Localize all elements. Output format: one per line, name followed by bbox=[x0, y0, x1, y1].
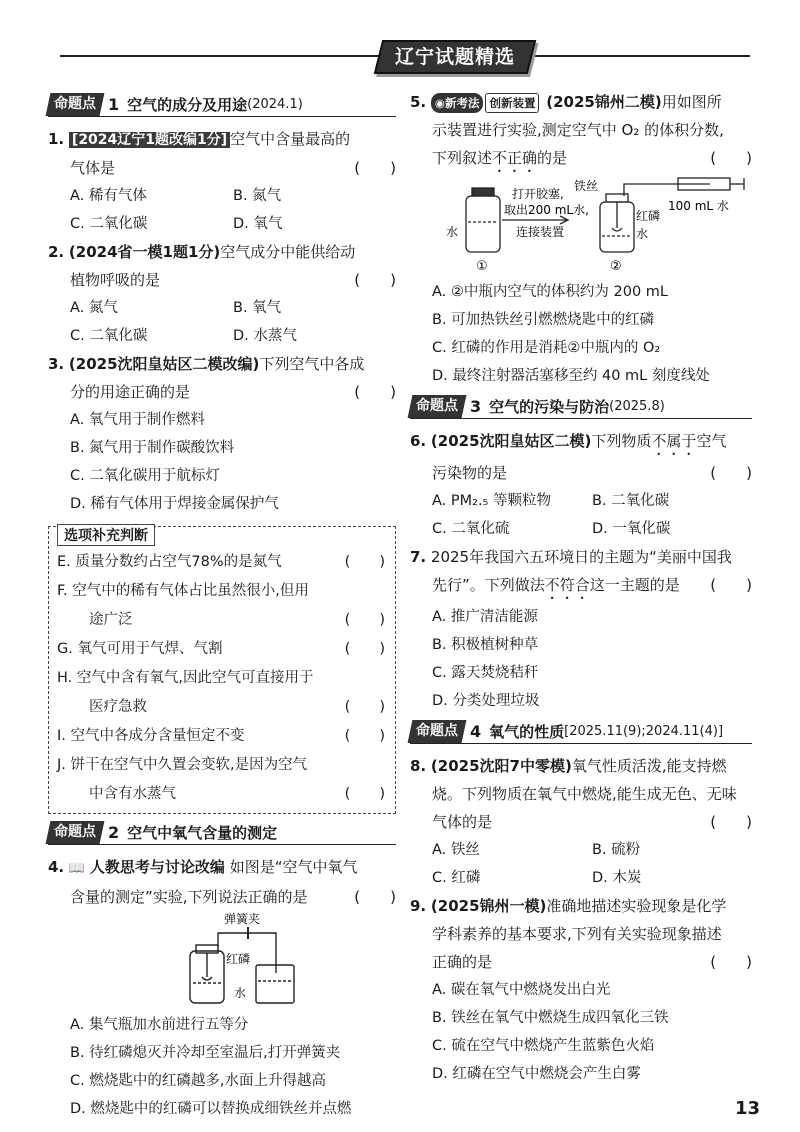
statement-j[interactable]: J. 饼干在空气中久置会变软,是因为空气 中含有水蒸气 ( ) bbox=[57, 757, 385, 802]
label-red-p: 红磷 bbox=[636, 209, 661, 223]
option-b[interactable]: B. 硫粉 bbox=[592, 842, 641, 858]
syringe-apparatus-figure bbox=[410, 176, 752, 278]
option-d[interactable]: D. 氧气 bbox=[233, 216, 283, 232]
option-a[interactable]: A. 推广清洁能源 bbox=[432, 609, 538, 625]
book-icon: 📖 bbox=[68, 861, 86, 876]
bottle-1 bbox=[466, 196, 500, 252]
option-c[interactable]: C. 硫在空气中燃烧产生蓝紫色火焰 bbox=[432, 1038, 655, 1054]
topic-badge: 命题点 bbox=[408, 395, 467, 418]
answer-blank[interactable]: ( ) bbox=[710, 149, 752, 167]
topic-number: 1 bbox=[108, 95, 120, 114]
options-9 bbox=[410, 976, 752, 1088]
label-water-1: 水 bbox=[446, 225, 459, 239]
topic-header-2 bbox=[48, 820, 396, 845]
option-b[interactable]: B. 二氧化碳 bbox=[592, 493, 670, 509]
topic-title: 空气的成分及用途 bbox=[127, 96, 248, 114]
topic-badge: 命题点 bbox=[408, 720, 467, 743]
question-6: 6. (2025沈阳皇姑区二模)下列物质不属于空气 污染物的是 ( ) bbox=[410, 427, 752, 487]
left-column bbox=[48, 88, 396, 1123]
question-7: 7. 2025年我国六五环境日的主题为“美丽中国我 先行”。下列做法不符合这一主题的是 ( ) bbox=[410, 543, 752, 603]
options-1 bbox=[48, 182, 396, 238]
options-3 bbox=[48, 406, 396, 518]
label-water: 水 bbox=[234, 986, 247, 1000]
option-c[interactable]: C. 二氧化碳用于航标灯 bbox=[70, 468, 220, 484]
option-c[interactable]: C. 红磷 bbox=[432, 870, 481, 886]
question-2: 2. (2024省一模1题1分)空气成分中能供给动 植物呼吸的是 ( ) bbox=[48, 238, 396, 294]
innovation-tag: 创新装置 bbox=[485, 93, 539, 113]
topic-badge: 命题点 bbox=[46, 93, 105, 116]
question-1: 1. [2024辽宁1题改编1分] 空气中含量最高的 气体是 ( ) bbox=[48, 125, 396, 182]
banner-tag bbox=[374, 40, 536, 74]
label-clip: 弹簧夹 bbox=[224, 912, 261, 926]
statement-e[interactable]: E. 质量分数约占空气78%的是氮气 ( ) bbox=[57, 554, 385, 570]
label-figure-2: ② bbox=[610, 259, 622, 274]
option-d[interactable]: D. 稀有气体用于焊接金属保护气 bbox=[70, 496, 279, 512]
option-a[interactable]: A. ②中瓶内空气的体积约为 200 mL bbox=[432, 284, 668, 300]
answer-blank[interactable]: ( ) bbox=[710, 813, 752, 831]
answer-blank[interactable]: ( ) bbox=[710, 953, 752, 971]
topic-year: (2025.8) bbox=[609, 399, 665, 414]
option-b[interactable]: B. 可加热铁丝引燃燃烧匙中的红磷 bbox=[432, 312, 655, 328]
question-9: 9. (2025锦州一模)准确地描述实验现象是化学 学科素养的基本要求,下列有关实验现象描述 正确的是 ( ) bbox=[410, 892, 752, 976]
question-3: 3. (2025沈阳皇姑区二模改编)下列空气中各成 分的用途正确的是 ( ) bbox=[48, 350, 396, 406]
right-column bbox=[410, 88, 752, 1088]
options-2 bbox=[48, 294, 396, 350]
answer-blank[interactable]: ( ) bbox=[710, 464, 752, 482]
new-method-tag: ◉新考法 bbox=[431, 93, 484, 113]
topic-title: 空气中氧气含量的测定 bbox=[127, 824, 278, 842]
statement-h[interactable]: H. 空气中含有氧气,因此空气可直接用于 医疗急救 ( ) bbox=[57, 670, 385, 715]
option-b[interactable]: B. 铁丝在氧气中燃烧生成四氧化三铁 bbox=[432, 1010, 669, 1026]
label-water-2: 水 bbox=[636, 227, 649, 241]
topic-header-4 bbox=[410, 719, 752, 744]
supplement-title: 选项补充判断 bbox=[57, 524, 155, 546]
label-step-2: 取出200 mL水, bbox=[504, 203, 589, 217]
option-a[interactable]: A. PM₂.₅ 等颗粒物 bbox=[432, 493, 551, 509]
options-5 bbox=[410, 278, 752, 390]
source-tag: (2025沈阳7中零模) bbox=[430, 757, 572, 775]
option-d[interactable]: D. 红磷在空气中燃烧会产生白雾 bbox=[432, 1066, 641, 1082]
statement-g[interactable]: G. 氧气可用于气焊、气割 ( ) bbox=[57, 641, 385, 657]
topic-year: (2024.1) bbox=[247, 97, 303, 112]
label-figure-1: ① bbox=[476, 259, 488, 274]
answer-blank[interactable]: ( ) bbox=[354, 888, 396, 906]
topic-header-3 bbox=[410, 394, 752, 419]
question-5: 5. ◉新考法 创新装置 (2025锦州二模)用如图所 示装置进行实验,测定空气中 O₂ 的体积分数, 下列叙述不正确的是 ( ) bbox=[410, 88, 752, 176]
option-b[interactable]: B. 氧气 bbox=[233, 300, 282, 316]
answer-blank[interactable]: ( ) bbox=[710, 576, 752, 594]
topic-number: 3 bbox=[470, 397, 482, 416]
source-tag: (2025锦州一模) bbox=[430, 897, 547, 915]
label-red-p: 红磷 bbox=[226, 952, 251, 966]
option-a[interactable]: A. 铁丝 bbox=[432, 842, 480, 858]
option-b[interactable]: B. 氮气 bbox=[233, 188, 282, 204]
statement-f[interactable]: F. 空气中的稀有气体占比虽然很小,但用 途广泛 ( ) bbox=[57, 583, 385, 628]
source-tag: (2025沈阳皇姑区二模改编) bbox=[68, 355, 260, 373]
topic-number: 4 bbox=[470, 722, 482, 741]
question-8: 8. (2025沈阳7中零模)氧气性质活泼,能支持燃 烧。下列物质在氧气中燃烧,能生成无色、无味 气体的是 ( ) bbox=[410, 752, 752, 836]
label-iron-wire: 铁丝 bbox=[574, 179, 599, 193]
answer-blank[interactable]: ( ) bbox=[354, 383, 396, 401]
option-d[interactable]: D. 燃烧匙中的红磷可以替换成细铁丝并点燃 bbox=[70, 1101, 352, 1117]
label-step-1: 打开胶塞, bbox=[512, 187, 564, 201]
topic-title: 空气的污染与防治 bbox=[489, 398, 610, 416]
option-c[interactable]: C. 露天焚烧秸秆 bbox=[432, 665, 539, 681]
topic-number: 2 bbox=[108, 823, 120, 842]
source-tag: 人教思考与讨论改编 bbox=[89, 858, 225, 876]
section-banner bbox=[60, 38, 750, 72]
option-c[interactable]: C. 二氧化碳 bbox=[70, 216, 148, 232]
options-4 bbox=[48, 1011, 396, 1123]
option-c[interactable]: C. 燃烧匙中的红磷越多,水面上升得越高 bbox=[70, 1073, 326, 1089]
options-6 bbox=[410, 487, 752, 543]
options-8 bbox=[410, 836, 752, 892]
bottle-stopper bbox=[196, 945, 218, 953]
source-tag: [2024辽宁1题改编1分] bbox=[69, 132, 230, 148]
option-d[interactable]: D. 一氧化碳 bbox=[592, 521, 671, 537]
option-b[interactable]: B. 待红磷熄灭并冷却至室温后,打开弹簧夹 bbox=[70, 1045, 341, 1061]
page-number: 13 bbox=[734, 1098, 760, 1119]
option-c[interactable]: C. 二氧化硫 bbox=[432, 521, 510, 537]
option-b[interactable]: B. 积极植树种草 bbox=[432, 637, 539, 653]
option-d[interactable]: D. 水蒸气 bbox=[233, 328, 297, 344]
label-syringe: 100 mL 水 bbox=[668, 199, 729, 213]
option-a[interactable]: A. 氧气用于制作燃料 bbox=[70, 412, 205, 428]
option-b[interactable]: B. 氮气用于制作碳酸饮料 bbox=[70, 440, 235, 456]
option-c[interactable]: C. 二氧化碳 bbox=[70, 328, 148, 344]
option-a[interactable]: A. 氮气 bbox=[70, 300, 118, 316]
option-c[interactable]: C. 红磷的作用是消耗②中瓶内的 O₂ bbox=[432, 340, 661, 356]
option-d[interactable]: D. 木炭 bbox=[592, 870, 642, 886]
option-a[interactable]: A. 碳在氧气中燃烧发出白光 bbox=[432, 982, 611, 998]
source-tag: (2025锦州二模) bbox=[546, 93, 662, 111]
topic-badge: 命题点 bbox=[46, 821, 105, 844]
options-7 bbox=[410, 603, 752, 715]
label-step-3: 连接装置 bbox=[516, 225, 565, 239]
option-a[interactable]: A. 稀有气体 bbox=[70, 188, 147, 204]
topic-header-1 bbox=[48, 92, 396, 117]
topic-year: [2025.11(9);2024.11(4)] bbox=[564, 724, 724, 739]
question-4: 4. 📖 人教思考与讨论改编 如图是“空气中氧气 含量的测定”实验,下列说法正确的是 ( ) bbox=[48, 853, 396, 911]
answer-blank[interactable]: ( ) bbox=[354, 159, 396, 177]
answer-blank[interactable]: ( ) bbox=[354, 271, 396, 289]
lightbulb-icon: ◉ bbox=[434, 96, 445, 110]
oxygen-apparatus-figure bbox=[48, 911, 396, 1011]
banner-title: 辽宁试题精选 bbox=[394, 46, 515, 68]
option-d[interactable]: D. 最终注射器活塞移至约 40 mL 刻度线处 bbox=[432, 368, 710, 384]
source-tag: (2025沈阳皇姑区二模) bbox=[430, 432, 592, 450]
option-d[interactable]: D. 分类处理垃圾 bbox=[432, 693, 540, 709]
statement-i[interactable]: I. 空气中各成分含量恒定不变 ( ) bbox=[57, 728, 385, 744]
beaker bbox=[256, 965, 294, 1003]
source-tag: (2024省一模1题1分) bbox=[68, 243, 221, 261]
topic-title: 氧气的性质 bbox=[489, 723, 565, 741]
supplement-box bbox=[48, 526, 396, 814]
option-a[interactable]: A. 集气瓶加水前进行五等分 bbox=[70, 1017, 249, 1033]
